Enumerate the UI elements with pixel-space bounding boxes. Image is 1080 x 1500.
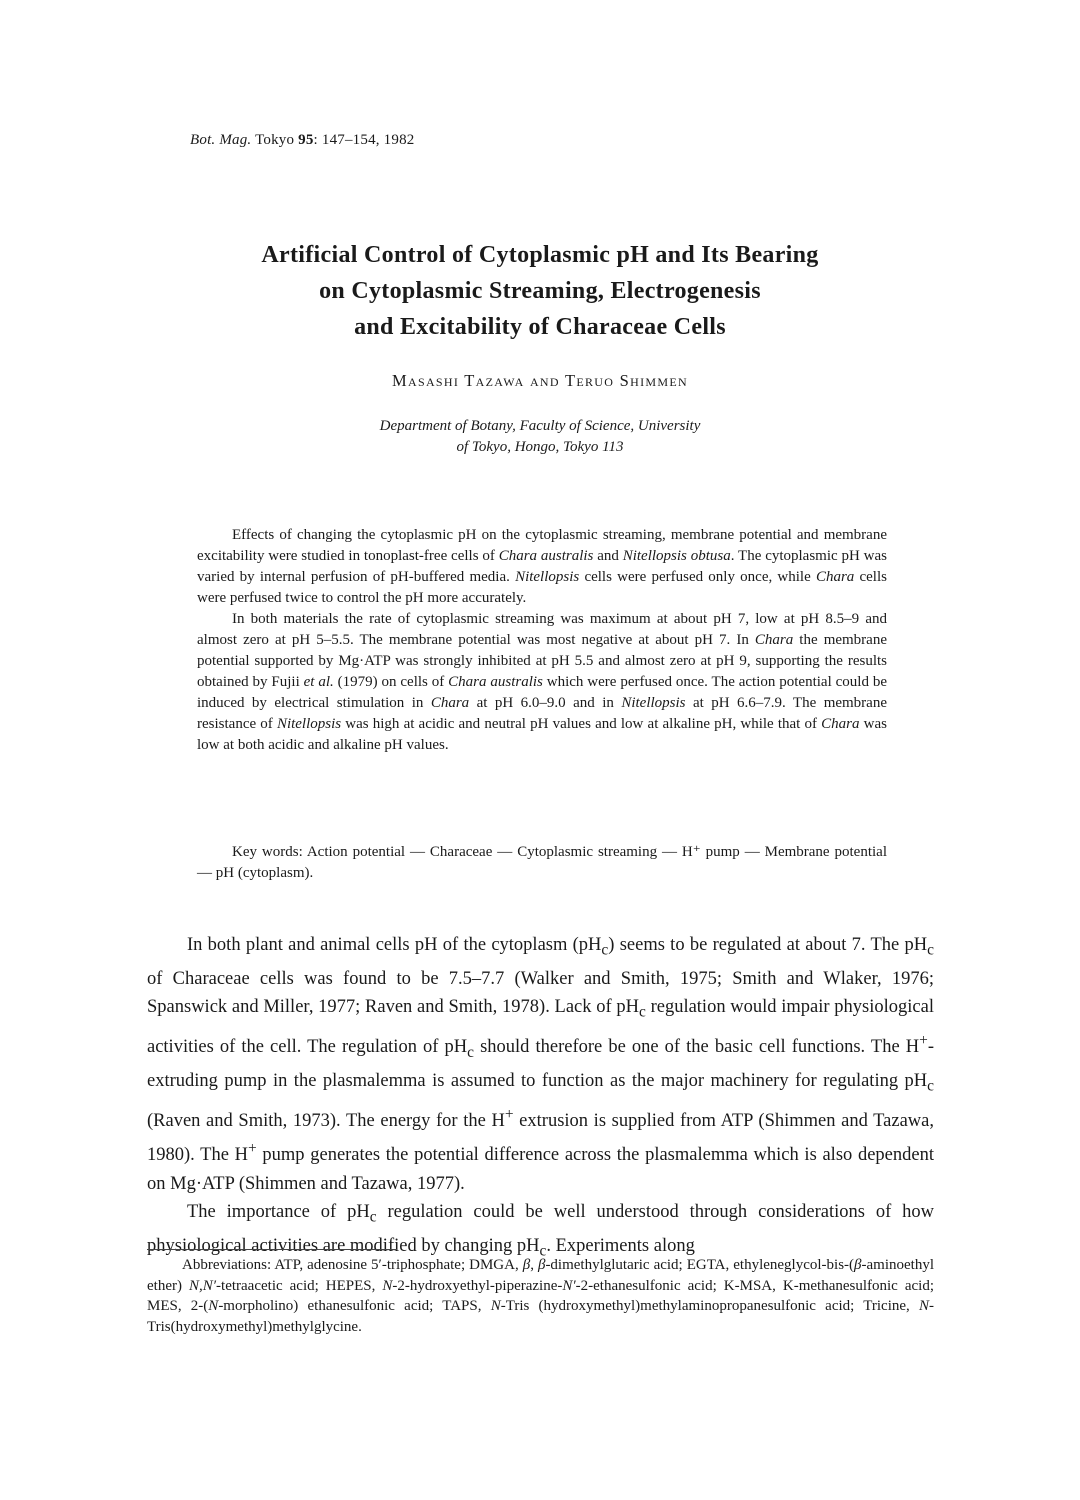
citation-etal: et al. <box>303 674 334 690</box>
title-line: Artificial Control of Cytoplasmic pH and Its Bearing <box>261 242 819 268</box>
journal-pages-year: : 147–154, 1982 <box>313 132 415 148</box>
abstract-text: was low at both acidic and alkaline pH values. <box>197 716 887 753</box>
species-name: Chara australis <box>448 674 543 690</box>
keywords-text: Key words: Action potential — Characeae — Cytoplasmic streaming — H⁺ pump — Membrane potential — pH (cytoplasm). <box>197 844 887 881</box>
subscript: c <box>601 941 609 959</box>
body-run: of Characeae cells was found to be 7.5–7.7 (Walker and Smith, 1975; Smith and Wlaker, 1976; Spanswick and Miller, 1977; Raven and Smith, 1978). Lack of pH <box>147 968 934 1018</box>
body-run: pump generates the potential difference across the plasmalemma which is also dependent on Mg·ATP (Shimmen and Tazawa, 1977). <box>147 1145 934 1194</box>
title-line: and Excitability of Characeae Cells <box>354 314 726 340</box>
body-run: -extruding pump in the plasmalemma is assumed to function as the major machinery for regulating pH <box>147 1037 934 1092</box>
abstract-text: (1979) on cells of <box>333 674 449 690</box>
body-run: (Raven and Smith, 1973). The energy for the H <box>147 1111 505 1132</box>
abstract-text: cells were perfused twice to control the pH more accurately. <box>197 569 887 606</box>
superscript: + <box>919 1031 928 1049</box>
footnote <box>147 1255 934 1337</box>
footnote-italic: N <box>382 1277 393 1294</box>
footnote-run: -aminoethyl ether) <box>147 1257 935 1294</box>
footnote-italic: β <box>522 1257 531 1273</box>
abstract-text: In both materials the rate of cytoplasmic streaming was maximum at about pH 7, low at pH 8.5–9 and almost zero at pH 5–5.5. The membrane potential was most negative at about pH 7. In <box>197 611 887 648</box>
footnote-run: -2-hydroxyethyl-piperazine- <box>392 1277 563 1294</box>
abstract-text: . The cytoplasmic pH was varied by internal perfusion of pH-buffered media. <box>197 548 887 585</box>
abstract-text: Effects of changing the cytoplasmic pH on the cytoplasmic streaming, membrane potential and membrane excitability were studied in tonoplast-free cells of <box>197 527 887 564</box>
footnote-run: , <box>530 1257 538 1273</box>
subscript: c <box>467 1043 474 1061</box>
body-paragraph <box>147 931 934 1198</box>
footnote-italic: β <box>854 1257 862 1273</box>
species-name: Chara <box>815 569 855 585</box>
species-name: Nitellopsis obtusa <box>622 548 731 564</box>
body-run: regulation could be well understood through considerations of how physiological activities are modified by changing pH <box>147 1201 935 1256</box>
body-run: should therefore be one of the basic cell functions. The H <box>473 1037 920 1058</box>
subscript: c <box>639 1003 646 1021</box>
footnote-run: -tetraacetic acid; HEPES, <box>216 1277 383 1294</box>
footnote-italic: N <box>490 1298 501 1314</box>
footnote-italic: N <box>208 1298 219 1314</box>
species-name: Nitellopsis <box>515 569 580 585</box>
journal-name: Bot. Mag. <box>190 132 252 148</box>
species-name: Chara australis <box>498 548 594 564</box>
journal-volume: 95 <box>298 132 314 148</box>
title-line: on Cytoplasmic Streaming, Electrogenesis <box>319 278 761 304</box>
journal-city: Tokyo <box>251 132 299 148</box>
body-run: In both plant and animal cells pH of the cytoplasm (pH <box>187 935 602 955</box>
body-run: regulation would impair physiological activities of the cell. The regulation of pH <box>147 997 934 1058</box>
footnote-italic: N <box>918 1298 929 1314</box>
abstract-text: was high at acidic and neutral pH values and low at alkaline pH, while that of <box>341 716 822 732</box>
abstract-paragraph <box>197 525 887 609</box>
body-text <box>147 931 934 1266</box>
abstract <box>197 525 887 756</box>
footnote-run: -morpholino) ethanesulfonic acid; TAPS, <box>218 1298 491 1314</box>
footnote-rule <box>147 1249 397 1250</box>
footnote-run: -Tris (hydroxymethyl)methylaminopropanesulfonic acid; Tricine, <box>500 1298 919 1314</box>
abstract-text: the membrane potential supported by Mg·ATP was strongly inhibited at pH 5.5 and almost zero at pH 9, supporting the results obtained by Fujii <box>197 632 887 690</box>
footnote-italic: β <box>537 1257 546 1273</box>
author-list: Masashi Tazawa and Teruo Shimmen <box>392 371 688 390</box>
superscript: + <box>247 1140 257 1158</box>
species-name: Nitellopsis <box>276 716 342 732</box>
abstract-text: cells were perfused only once, while <box>579 569 816 585</box>
journal-citation <box>190 132 414 149</box>
abstract-paragraph <box>197 609 887 756</box>
body-run: ) seems to be regulated at about 7. The pH <box>608 935 928 955</box>
paper-title <box>0 237 1080 345</box>
abbreviations-footnote <box>147 1255 934 1337</box>
species-name: Chara <box>821 716 860 732</box>
species-name: Chara <box>754 632 794 648</box>
footnote-italic: N′ <box>562 1277 576 1294</box>
body-run: extrusion is supplied from ATP (Shimmen and Tazawa, 1980). The H <box>147 1111 934 1166</box>
footnote-run: Abbreviations: ATP, adenosine 5′-triphosphate; DMGA, <box>182 1257 523 1273</box>
affiliation-line: of Tokyo, Hongo, Tokyo 113 <box>456 439 624 455</box>
species-name: Chara <box>430 695 470 711</box>
footnote-run: -2-ethanesulfonic acid; K-MSA, K-methanesulfonic acid; MES, 2-( <box>147 1277 934 1314</box>
keywords <box>197 842 887 884</box>
abstract-text: at pH 6.6–7.9. The membrane resistance of <box>197 695 887 732</box>
abstract-text: at pH 6.0–9.0 and in <box>469 695 622 711</box>
subscript: c <box>539 1242 547 1260</box>
body-run: The importance of pH <box>187 1201 370 1222</box>
subscript: c <box>927 941 934 959</box>
abstract-text: and <box>593 548 623 564</box>
affiliation <box>0 416 1080 458</box>
body-run: . Experiments along <box>546 1235 695 1256</box>
superscript: + <box>504 1105 514 1123</box>
species-name: Nitellopsis <box>621 695 686 711</box>
abstract-text: which were perfused once. The action potential could be induced by electrical stimulation in <box>197 674 887 711</box>
affiliation-line: Department of Botany, Faculty of Science, University <box>379 418 701 434</box>
footnote-italic: N,N′ <box>188 1277 217 1294</box>
footnote-run: -dimethylglutaric acid; EGTA, ethyleneglycol-bis-( <box>545 1257 855 1273</box>
subscript: c <box>369 1208 377 1226</box>
subscript: c <box>927 1077 934 1095</box>
footnote-run: -Tris(hydroxymethyl)methylglycine. <box>147 1298 934 1335</box>
